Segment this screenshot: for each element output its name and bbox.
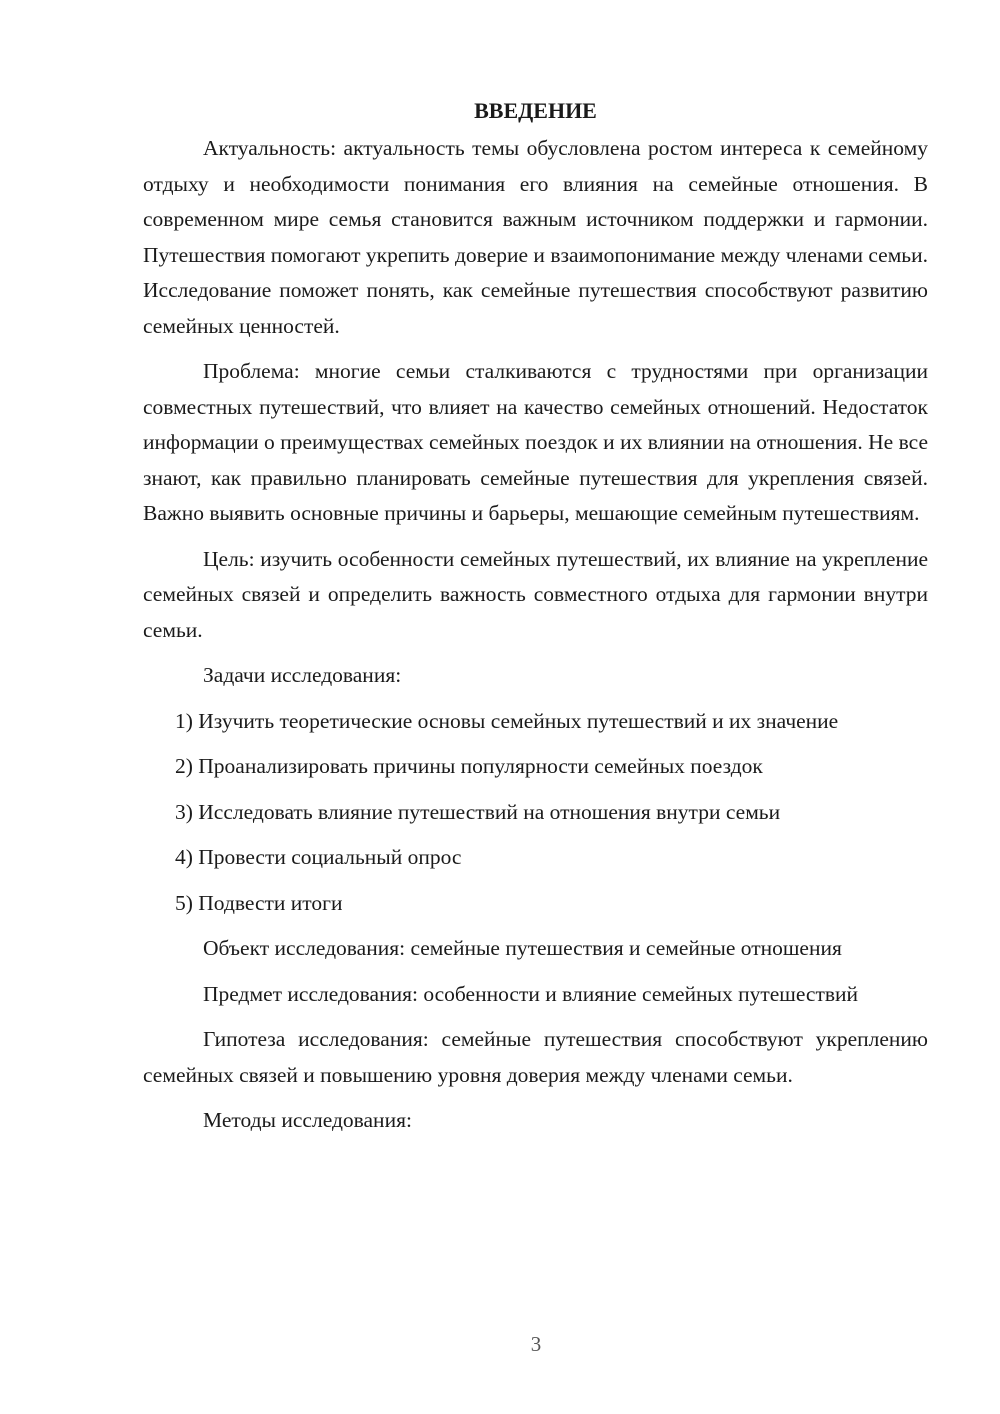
object-paragraph: Объект исследования: семейные путешествия и семейные отношения: [203, 936, 842, 960]
tasks-list: [143, 704, 928, 922]
subject-paragraph: Предмет исследования: особенности и влияние семейных путешествий: [203, 981, 859, 1006]
problem-paragraph: Проблема: многие семьи сталкиваются с трудностями при организации совместных путешествий, что влияет на качество семейных отношений. Недостаток информации о преимуществах семейных поездок и их влиянии на отношения. Не все знают, как правильно планировать семейные путешествия для укрепления связей. Важно выявить основные причины и барьеры, мешающие семейным путешествиям.: [143, 359, 928, 525]
hypothesis-paragraph: Гипотеза исследования: семейные путешествия способствуют укреплению семейных связей и повышению уровня доверия между членами семьи.: [143, 1027, 928, 1087]
list-item: 1) Изучить теоретические основы семейных путешествий и их значение: [175, 708, 839, 733]
list-item: 2) Проанализировать причины популярности семейных поездок: [175, 754, 763, 778]
page-number: 3: [530, 1332, 542, 1356]
list-item: 5) Подвести итоги: [175, 890, 343, 915]
page-content: [143, 95, 928, 1149]
relevance-paragraph: Актуальность: актуальность темы обусловлена ростом интереса к семейному отдыху и необходимости понимания его влияния на семейные отношения. В современном мире семья становится важным источником поддержки и гармонии. Путешествия помогают укрепить доверие и взаимопонимание между членами семьи. Исследование поможет понять, как семейные путешествия способствуют развитию семейных ценностей.: [143, 136, 928, 338]
list-item: 4) Провести социальный опрос: [175, 845, 462, 869]
page-title: ВВЕДЕНИЕ: [474, 98, 597, 123]
tasks-heading: Задачи исследования:: [203, 663, 402, 687]
methods-heading: Методы исследования:: [203, 1108, 412, 1132]
list-item: 3) Исследовать влияние путешествий на отношения внутри семьи: [175, 799, 781, 824]
goal-paragraph: Цель: изучить особенности семейных путешествий, их влияние на укрепление семейных связей и определить важность совместного отдыха для гармонии внутри семьи.: [143, 546, 928, 642]
